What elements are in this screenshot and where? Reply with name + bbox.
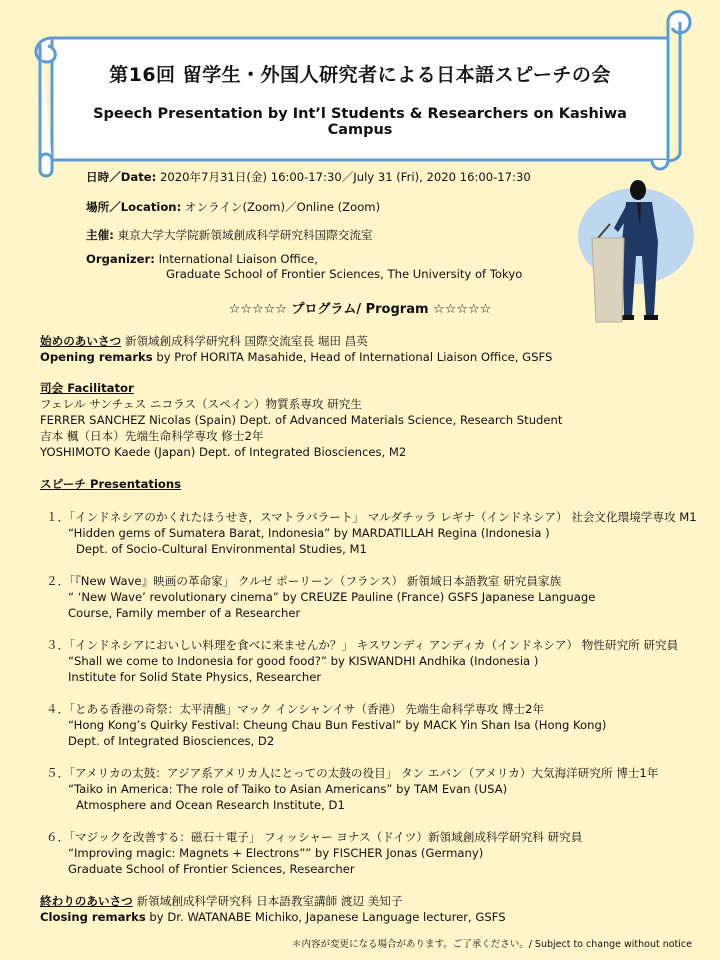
date-row (86, 170, 531, 185)
presentation-1-dept: Dept. of Socio-Cultural Environmental Studies, M1 (76, 542, 367, 556)
presentation-5-ja: ５．「アメリカの太鼓：アジア系アメリカ人にとっての太鼓の役目」 タン エバン（アメリカ）大気海洋研究所 博士1年 (46, 766, 659, 780)
presentation-4-en: “Hong Kong’s Quirky Festival: Cheung Chau Bun Festival” by MACK Yin Shan Isa (Hong Kong) (68, 718, 607, 732)
scroll-banner (0, 0, 720, 180)
facilitator-line3: 吉本 楓（日本）先端生命科学専攻 修士2年 (40, 429, 264, 443)
location-label: 場所／Location: (86, 200, 182, 214)
presentation-3-en: “Shall we come to Indonesia for good food?” by KISWANDHI Andhika (Indonesia ) (68, 654, 539, 668)
presentation-2-dept: Course, Family member of a Researcher (68, 606, 301, 620)
facilitator-line1: フェレル サンチェス ニコラス（スペイン）物質系専攻 研究生 (40, 397, 362, 411)
host-label: 主催: (86, 228, 114, 242)
presentations-label: スピーチ Presentations (40, 477, 182, 491)
presentation-6-dept: Graduate School of Frontier Sciences, Researcher (68, 862, 355, 876)
opening-en-row (40, 350, 552, 365)
organizer-line1: International Liaison Office, (158, 252, 318, 266)
facilitator-line4: YOSHIMOTO Kaede (Japan) Dept. of Integrated Biosciences, M2 (40, 445, 407, 459)
host-value: 東京大学大学院新領域創成科学研究科国際交流室 (117, 228, 373, 242)
page-subtitle: Speech Presentation by Int’l Students & Researchers on Kashiwa Campus (93, 106, 627, 138)
opening-label: 始めのあいさつ (40, 334, 122, 348)
page-title: 第16回 留学生・外国人研究者による日本語スピーチの会 (109, 64, 611, 86)
facilitator-label: 司会 Facilitator (40, 381, 134, 395)
presentation-4-dept: Dept. of Integrated Biosciences, D2 (68, 734, 275, 748)
closing-ja-text: 新領域創成科学研究科 日本語教室講師 渡辺 美知子 (136, 894, 403, 908)
facilitator-line2: FERRER SANCHEZ Nicolas (Spain) Dept. of Advanced Materials Science, Research Student (40, 413, 563, 427)
opening-ja-text: 新領域創成科学研究科 国際交流室長 堀田 昌英 (124, 334, 368, 348)
presentation-3-dept: Institute for Solid State Physics, Researcher (68, 670, 322, 684)
organizer-line2: Graduate School of Frontier Sciences, The University of Tokyo (166, 267, 523, 281)
presentation-5-en: “Taiko in America: The role of Taiko to Asian Americans” by TAM Evan (USA) (68, 782, 508, 796)
presentation-4-ja: ４．「とある香港の奇祭：太平清醮」マック インシャンイサ（香港） 先端生命科学専攻 博士2年 (46, 702, 545, 716)
presentation-3-ja: ３．「インドネシアにおいしい料理を食べに来ませんか？」 キスワンディ アンディカ（インドネシア） 物性研究所 研究員 (46, 638, 679, 652)
organizer-label: Organizer: (86, 252, 155, 266)
closing-ja-row (40, 894, 403, 909)
closing-label: 終わりのあいさつ (40, 894, 133, 908)
presentation-5-dept: Atmosphere and Ocean Research Institute, D1 (76, 798, 345, 812)
presentation-1-en: “Hidden gems of Sumatera Barat, Indonesia” by MARDATILLAH Regina (Indonesia ) (68, 526, 550, 540)
location-value: オンライン(Zoom)／Online (Zoom) (184, 200, 381, 214)
closing-en-label: Closing remarks (40, 910, 146, 924)
presentation-1-ja: １．「インドネシアのかくれたほうせき，スマトラバラート」 マルダチッラ レギナ（インドネシア） 社会文化環境学専攻 M1 (46, 510, 697, 524)
presentation-6-en: “Improving magic: Magnets + Electrons”” by FISCHER Jonas (Germany) (68, 846, 484, 860)
change-notice: ＊内容が変更になる場合があります。ご了承ください。/ Subject to change without notice (291, 939, 692, 950)
date-value: 2020年7月31日(金) 16:00-17:30／July 31 (Fri), 2020 16:00-17:30 (159, 170, 531, 184)
host-row (86, 228, 373, 243)
closing-en-row (40, 910, 506, 925)
presentation-2-ja: ２．「『New Wave』映画の革命家」 クルゼ ポーリーン（フランス） 新領域日本語教室 研究員家族 (46, 574, 562, 588)
organizer-row (86, 252, 318, 267)
presentation-6-ja: ６．「マジックを改善する：磁石＋電子」 フィッシャー ヨナス（ドイツ）新領域創成科学研究科 研究員 (46, 830, 583, 844)
opening-ja-row (40, 334, 368, 349)
closing-en-text: by Dr. WATANABE Michiko, Japanese Language lecturer, GSFS (149, 910, 506, 924)
program-heading: ☆☆☆☆☆ プログラム/ Program ☆☆☆☆☆ (228, 302, 492, 317)
opening-en-label: Opening remarks (40, 350, 153, 364)
location-row (86, 200, 380, 215)
presentation-2-en: “ ‘New Wave’ revolutionary cinema” by CREUZE Pauline (France) GSFS Japanese Language (68, 590, 596, 604)
date-label: 日時／Date: (86, 170, 157, 184)
opening-en-text: by Prof HORITA Masahide, Head of International Liaison Office, GSFS (156, 350, 553, 364)
